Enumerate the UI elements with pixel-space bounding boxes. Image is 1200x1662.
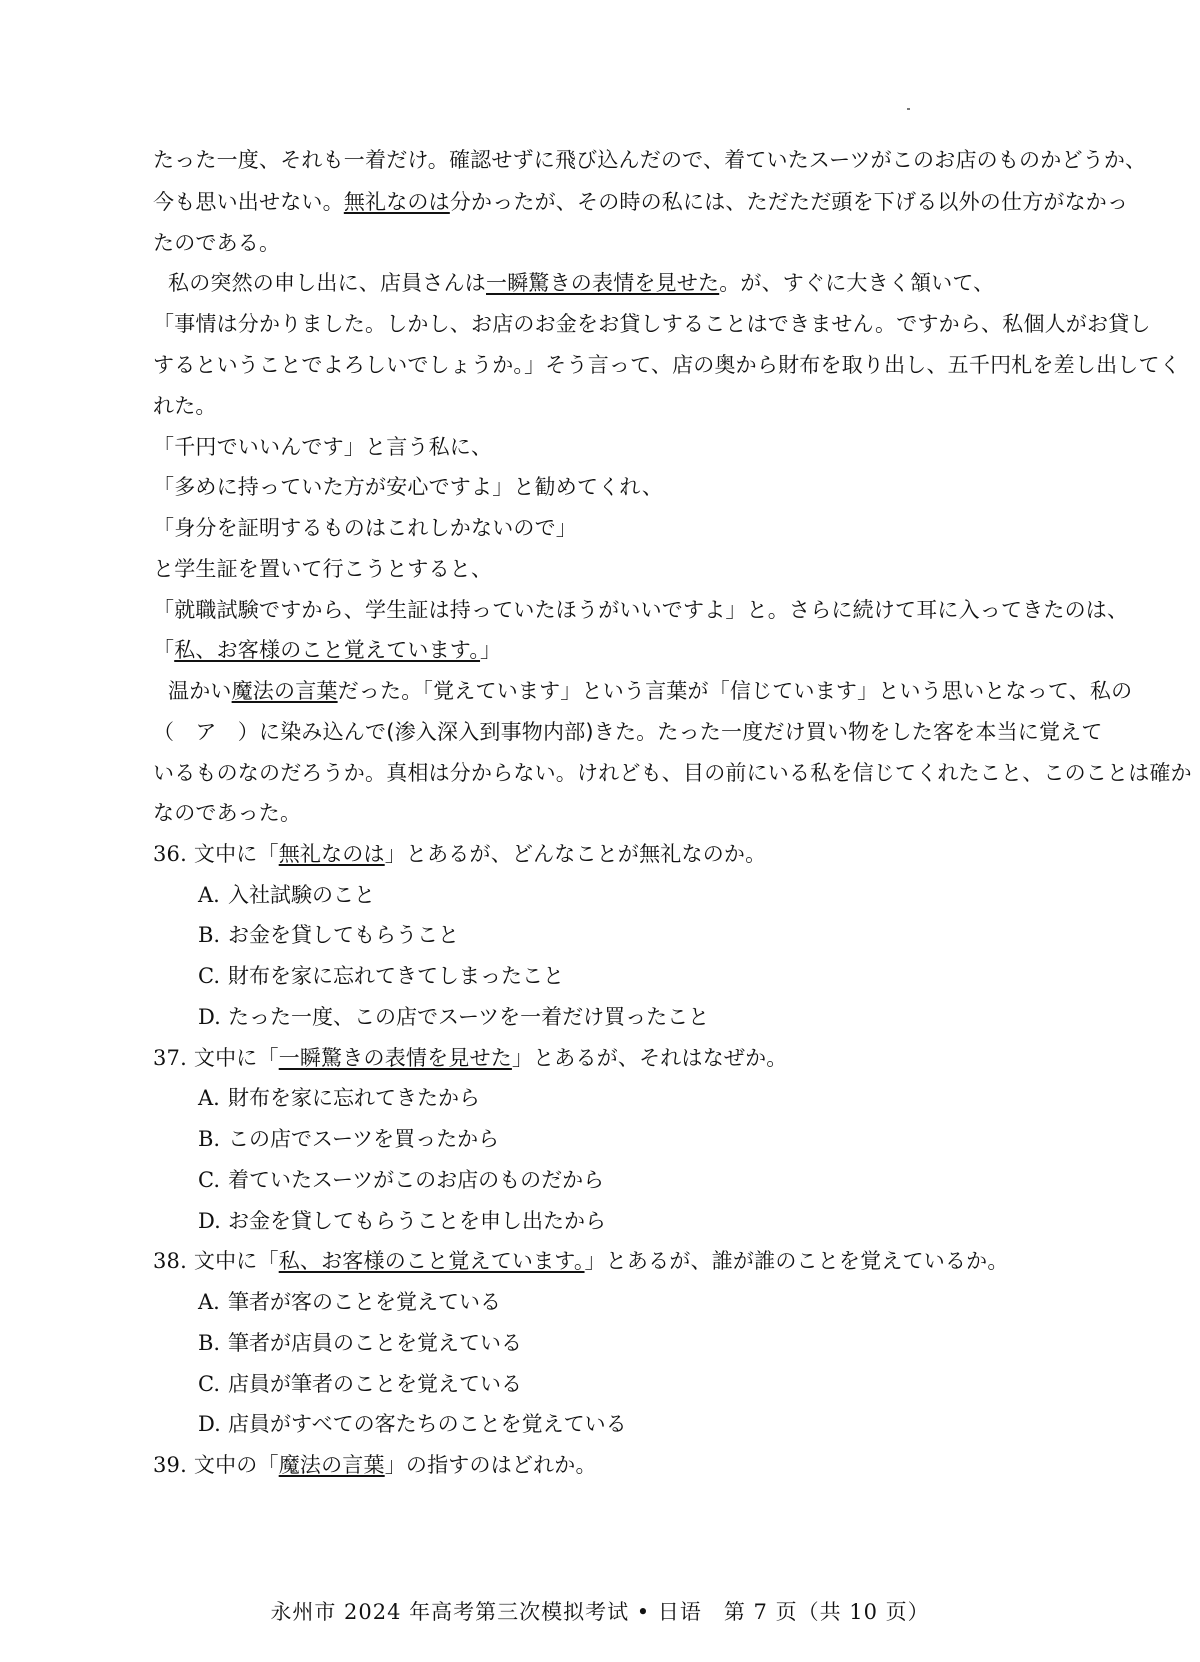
underlined-phrase: 私、お客様のこと覚えています。 (174, 638, 481, 662)
passage-line: 「事情は分かりました。しかし、お店のお金をお貸しすることはできません。ですから、私個人がお貸し (153, 312, 1151, 336)
question-quote: 私、お客様のこと覚えています。 (278, 1249, 585, 1273)
option: D. お金を貸してもらうことを申し出たから (198, 1209, 606, 1233)
passage-line: たのである。 (153, 231, 281, 255)
question-36: 36. 文中に「無礼なのは」とあるが、どんなことが無礼なのか。 (153, 842, 767, 866)
passage-line: と学生証を置いて行こうとすると、 (153, 557, 493, 581)
option: B. 筆者が店員のことを覚えている (198, 1331, 522, 1355)
option: B. お金を貸してもらうこと (198, 923, 459, 947)
question-37: 37. 文中に「一瞬驚きの表情を見せた」とあるが、それはなぜか。 (153, 1046, 788, 1070)
passage-line: 「私、お客様のこと覚えています。」 (153, 638, 502, 662)
passage-line: 「身分を証明するものはこれしかないので」 (153, 516, 577, 540)
underlined-phrase: 魔法の言葉 (231, 679, 338, 703)
passage-line: 温かい魔法の言葉だった。「覚えています」という言葉が「信じています」という思いとなって、私の (168, 679, 1133, 703)
passage-line: いるものなのだろうか。真相は分からない。けれども、目の前にいる私を信じてくれたこと、このことは確か (153, 761, 1192, 785)
page-footer: 永州市 2024 年高考第三次模拟考试 • 日语 第 7 页（共 10 页） (270, 1600, 930, 1624)
underlined-phrase: 一瞬驚きの表情を見せた (486, 271, 720, 295)
option: B. この店でスーツを買ったから (198, 1127, 500, 1151)
option: A. 入社試験のこと (198, 883, 375, 907)
passage-line: 「多めに持っていた方が安心ですよ」と勧めてくれ、 (153, 475, 664, 499)
passage-line: れた。 (153, 394, 217, 418)
option: C. 着ていたスーツがこのお店のものだから (198, 1168, 605, 1192)
question-quote: 無礼なのは (278, 842, 385, 866)
passage-line: 「千円でいいんです」と言う私に、 (153, 435, 493, 459)
option: D. たった一度、この店でスーツを一着だけ買ったこと (198, 1005, 710, 1029)
option: D. 店員がすべての客たちのことを覚えている (198, 1412, 627, 1436)
option: A. 財布を家に忘れてきたから (198, 1086, 480, 1110)
passage-line: 「就職試験ですから、学生証は持っていたほうがいいですよ」と。さらに続けて耳に入ってきたのは、 (153, 598, 1129, 622)
question-38: 38. 文中に「私、お客様のこと覚えています。」とあるが、誰が誰のことを覚えているか。 (153, 1249, 1009, 1273)
passage-line: 今も思い出せない。無礼なのは分かったが、その時の私には、ただただ頭を下げる以外の仕方がなかっ (153, 190, 1129, 214)
option: C. 財布を家に忘れてきてしまったこと (198, 964, 564, 988)
question-39: 39. 文中の「魔法の言葉」の指すのはどれか。 (153, 1453, 597, 1477)
question-quote: 魔法の言葉 (278, 1453, 385, 1477)
passage-line: なのであった。 (153, 801, 302, 825)
passage-line: 私の突然の申し出に、店員さんは一瞬驚きの表情を見せた。が、すぐに大きく頷いて、 (168, 271, 995, 295)
passage-line: たった一度、それも一着だけ。確認せずに飛び込んだので、着ていたスーツがこのお店のものかどうか、 (153, 148, 1147, 172)
option: C. 店員が筆者のことを覚えている (198, 1372, 522, 1396)
option: A. 筆者が客のことを覚えている (198, 1290, 501, 1314)
passage-line: するということでよろしいでしょうか。」そう言って、店の奥から財布を取り出し、五千円札を差し出してく (153, 353, 1181, 377)
question-quote: 一瞬驚きの表情を見せた (278, 1046, 512, 1070)
underlined-phrase: 無礼なのは (343, 190, 450, 214)
scan-speck (907, 108, 910, 110)
passage-line: （ ア ）に染み込んで(渗入深入到事物内部)きた。たった一度だけ買い物をした客を本当に覚えて (153, 720, 1103, 744)
